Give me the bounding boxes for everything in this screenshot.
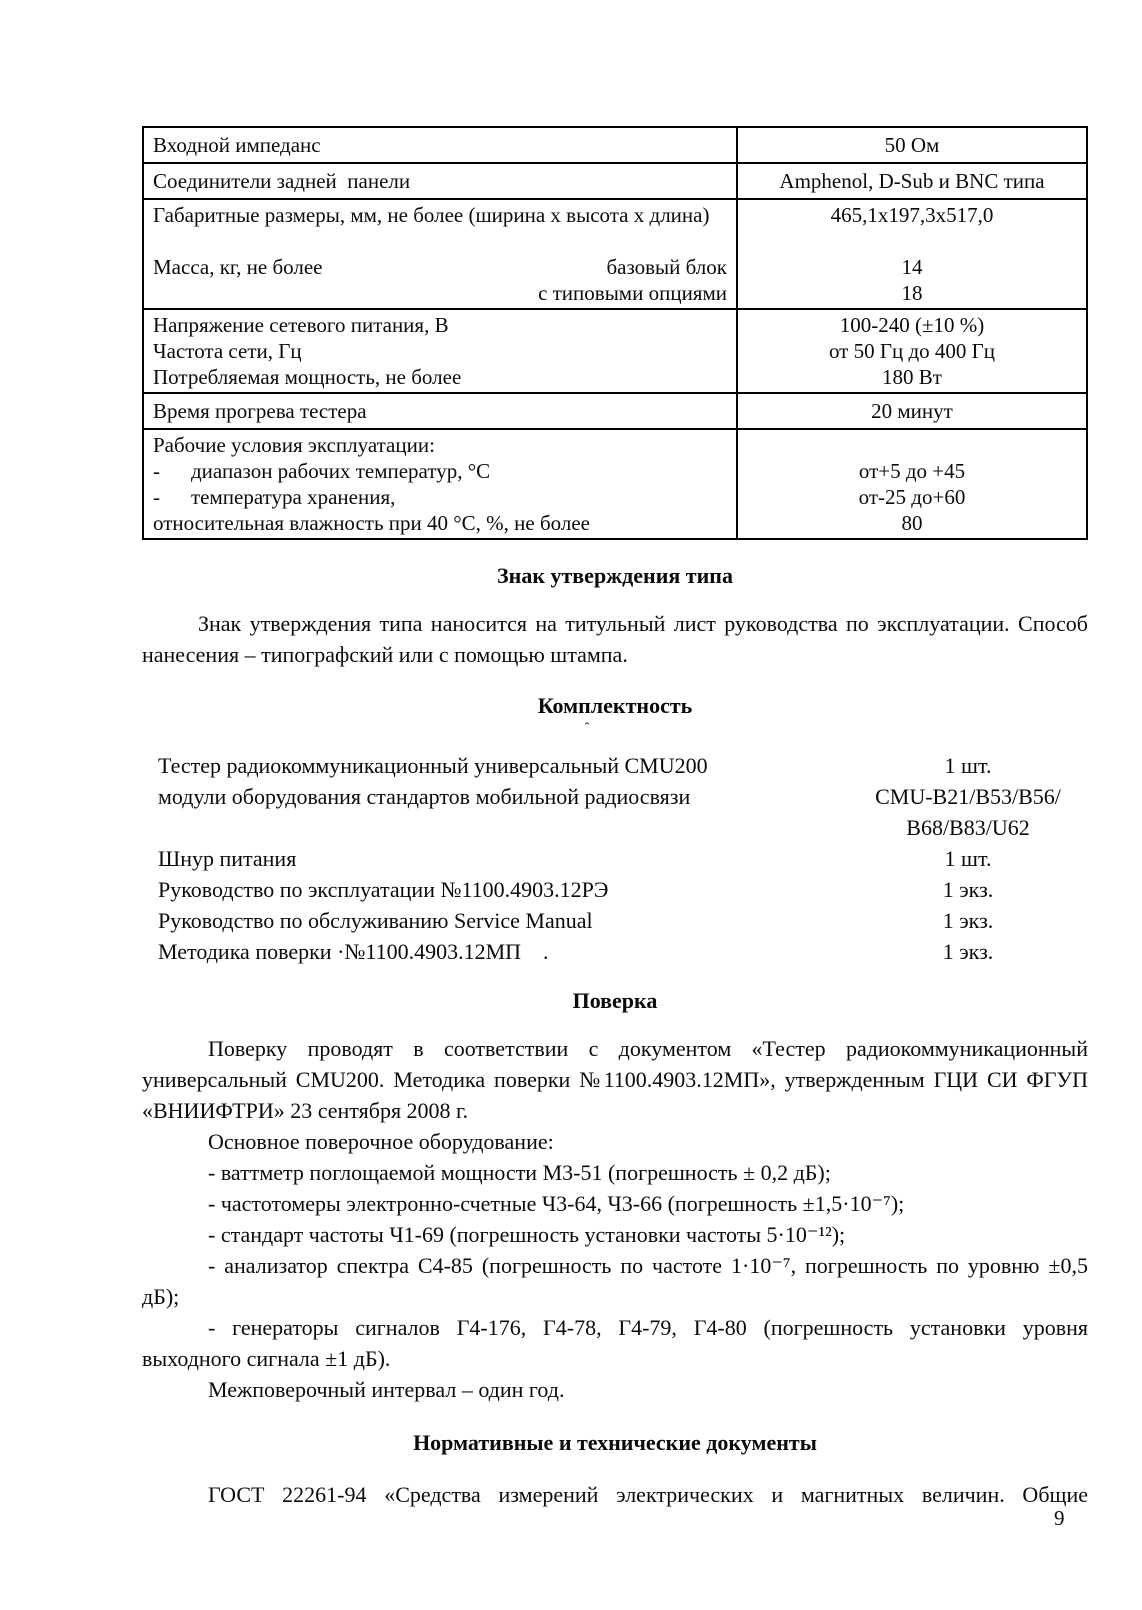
dimensions-value: 465,1x197,3x517,0 — [830, 203, 994, 227]
spacer-line — [744, 228, 1080, 254]
row-label-cell — [144, 430, 738, 538]
item-qty: B68/B83/U62 — [906, 815, 1030, 840]
row-value: 20 минут — [871, 399, 953, 423]
consumption-value: 180 Вт — [882, 365, 942, 389]
caret-artifact: ˆ — [584, 721, 590, 736]
mass-value-typical: 18 — [901, 281, 923, 305]
item-name: Методика поверки ·№1100.4903.12МП . — [158, 939, 549, 964]
list-item-verification-method — [142, 936, 1088, 967]
mass-label: Масса, кг, не более — [153, 255, 323, 279]
row-value: Amphenol, D-Sub и BNC типа — [779, 169, 1045, 193]
approval-paragraph: Знак утверждения типа наносится на титульный лист руководства по эксплуатации. Способ нанесения – типографский или с помощью штампа. — [142, 611, 1088, 667]
section-title-approval: Знак утверждения типа — [497, 563, 733, 588]
list-item-power-cord — [142, 843, 1088, 874]
frequency-value: от 50 Гц до 400 Гц — [828, 339, 996, 363]
spacer-line — [744, 432, 1080, 458]
gost-paragraph: ГОСТ 22261-94 «Средства измерений электрических и магнитных величин. Общие — [208, 1482, 1088, 1507]
section-title-verification: Поверка — [572, 988, 658, 1013]
item-name: Руководство по обслуживанию Service Manual — [158, 908, 593, 933]
row-label: Время прогрева тестера — [144, 394, 738, 428]
verification-interval: Межповерочный интервал – один год. — [208, 1377, 565, 1402]
item-qty: 1 шт. — [944, 753, 992, 778]
list-item-modules — [142, 781, 1088, 812]
conditions-line-temp — [153, 458, 727, 484]
verification-item-counters: - частотомеры электронно-счетные Ч3-64, Ч3-66 (погрешность ±1,5·10⁻⁷); — [208, 1191, 905, 1216]
dimensions-label: Габаритные размеры, мм, не более (ширина х высота х длина) — [153, 203, 710, 227]
conditions-label: температура хранения, — [191, 485, 396, 509]
table-row-impedance — [144, 128, 1086, 162]
power-value: 100-240 (±10 %) — [839, 313, 985, 337]
row-value-cell — [738, 430, 1086, 538]
conditions-line-humidity — [153, 510, 727, 536]
item-name: модули оборудования стандартов мобильной радиосвязи — [158, 784, 691, 809]
page-number: 9 — [1054, 1506, 1065, 1530]
row-value-cell — [738, 200, 1086, 308]
conditions-label: относительная влажность при 40 °С, %, не более — [153, 511, 590, 535]
spec-table — [142, 126, 1088, 540]
verification-item-wattmeter: - ваттметр поглощаемой мощности М3-51 (погрешность ± 0,2 дБ); — [208, 1160, 831, 1185]
table-row-dimensions-mass — [144, 198, 1086, 308]
mass-value-base: 14 — [901, 255, 923, 279]
conditions-line-storage — [153, 484, 727, 510]
item-name — [142, 812, 848, 843]
verification-equipment-title: Основное поверочное оборудование: — [208, 1129, 554, 1154]
item-qty: 1 экз. — [942, 908, 994, 933]
page-content — [142, 126, 1088, 1510]
table-row-connectors — [144, 162, 1086, 198]
list-item-operation-manual — [142, 874, 1088, 905]
verification-item-analyzer: - анализатор спектра С4-85 (погрешность по частоте 1·10⁻⁷, погрешность по уровню ±0,5 дБ); — [142, 1253, 1088, 1309]
item-name: Шнур питания — [158, 846, 297, 871]
frequency-label: Частота сети, Гц — [153, 339, 302, 363]
item-qty: 1 экз. — [942, 939, 994, 964]
item-name: Тестер радиокоммуникационный универсальный CMU200 — [158, 753, 708, 778]
row-value-cell — [738, 310, 1086, 392]
row-label-cell — [144, 200, 738, 308]
dash-mark: - — [153, 485, 160, 509]
list-item-service-manual — [142, 905, 1088, 936]
conditions-value-humidity: 80 — [901, 511, 923, 535]
dash-mark: - — [153, 459, 160, 483]
section-title-normative: Нормативные и технические документы — [413, 1430, 817, 1455]
item-qty: CMU-B21/B53/B56/ — [875, 784, 1061, 809]
row-label: Соединители задней панели — [144, 164, 738, 198]
conditions-value-temp: от+5 до +45 — [858, 459, 966, 483]
table-row-conditions — [144, 428, 1086, 538]
verification-item-generators: - генераторы сигналов Г4-176, Г4-78, Г4-79, Г4-80 (погрешность установки уровня выходного сигнала ±1 дБ). — [142, 1315, 1088, 1371]
list-item-tester — [142, 750, 1088, 781]
equipment-list — [142, 750, 1088, 967]
power-label: Напряжение сетевого питания, В — [153, 313, 449, 337]
mass-option-base: базовый блок — [606, 255, 727, 279]
mass-option-typical: с типовыми опциями — [538, 281, 727, 305]
item-qty: 1 экз. — [942, 877, 994, 902]
row-label-cell — [144, 310, 738, 392]
list-item-modules-cont — [142, 812, 1088, 843]
item-name: Руководство по эксплуатации №1100.4903.12РЭ — [158, 877, 609, 902]
verification-item-standard: - стандарт частоты Ч1-69 (погрешность установки частоты 5·10⁻¹²); — [208, 1222, 846, 1247]
section-title-completeness: Комплектность — [537, 693, 693, 718]
conditions-value-storage: от-25 до+60 — [858, 485, 966, 509]
table-row-warmup — [144, 392, 1086, 428]
item-qty: 1 шт. — [944, 846, 992, 871]
conditions-title: Рабочие условия эксплуатации: — [153, 433, 435, 457]
table-row-power — [144, 308, 1086, 392]
consumption-label: Потребляемая мощность, не более — [153, 365, 462, 389]
conditions-label: диапазон рабочих температур, °С — [191, 459, 491, 483]
verification-paragraph: Поверку проводят в соответствии с документом «Тестер радиокоммуникационный универсальный CMU200. Методика поверки №1100.4903.12МП», утвержденным ГЦИ СИ ФГУП «ВНИИФТРИ» 23 сентября 2008 г. — [142, 1036, 1088, 1123]
mass-line — [153, 254, 727, 280]
row-value: 50 Ом — [884, 133, 940, 157]
row-label: Входной импеданс — [144, 128, 738, 162]
